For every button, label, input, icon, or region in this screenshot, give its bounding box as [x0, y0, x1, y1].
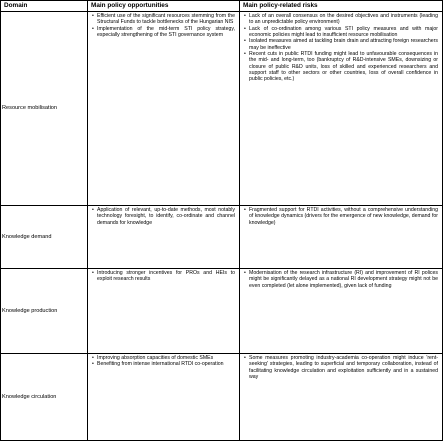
bullet-icon: • [92, 207, 94, 213]
row-opportunities [88, 269, 240, 353]
row-domain [1, 354, 88, 440]
table-row [1, 269, 442, 354]
row-domain [1, 269, 88, 353]
row-opportunities [88, 206, 240, 268]
list-item: • Some measures promoting industry-academia co-operation might induce 'rent-seeking' strategies, leading to superficial and temporary collaboration, instead of facilitating knowledge circulation and exploitation sufficiently and in a sustained way [244, 355, 438, 381]
list-item: • Lack of an overall consensus on the desired objectives and instruments (leading to an unpredictable policy environment) [244, 13, 438, 26]
bullet-icon: • [244, 51, 246, 58]
list-item: • Benefiting from intense international RTDI co-operation [92, 361, 224, 368]
bullet-icon: • [92, 13, 94, 19]
list-item: • Lack of co-ordination among various STI policy measures and with major economic policies might lead to insufficient resource mobilisation [244, 25, 438, 39]
row-domain-label: Knowledge circulation [2, 393, 57, 400]
row-domain [1, 12, 88, 205]
header-risks: Main policy-related risks [240, 1, 442, 11]
bullet-icon: • [92, 270, 94, 276]
list-item: • Modernisation of the research infrastructure (RI) and improvement of RI polices might be significantly delayed as a national RI development strategy might not be even completed (let alone implemented), given lack of funding [244, 270, 438, 289]
list-item: • Implementation of the mid-term STI policy strategy, especially strengthening of the STI governance system [92, 25, 235, 39]
table-row [1, 12, 442, 206]
row-opportunities [88, 12, 240, 205]
header-domain: Domain [1, 1, 88, 11]
table-header-row [1, 1, 442, 12]
list-item: • Fragmented support for RTDI activities, without a comprehensive understanding of knowledge dynamics (drivers for the emergence of new knowledge, demand for knowledge) [244, 207, 438, 226]
table-row [1, 354, 442, 440]
list-item: • Introducing stronger incentives for PROs and HEIs to exploit research results [92, 270, 235, 283]
row-domain-label: Resource mobilisation [2, 105, 58, 112]
row-opportunities [88, 354, 240, 440]
row-domain-label: Knowledge production [2, 307, 58, 314]
row-risks [240, 269, 442, 353]
list-item: • Improving absorption capacities of domestic SMEs [92, 355, 214, 361]
list-item: • Isolated measures aimed at tackling brain drain and attracting foreign researchers may be ineffective [244, 38, 438, 51]
bullet-icon: • [244, 207, 246, 213]
bullet-icon: • [244, 38, 246, 45]
list-item: • Recent cuts in public RTDI funding might lead to unfavourable consequences in the mid- and long-term, too (bankruptcy of R&D-intensive SMEs, downsizing or closure of public R&D units, loss of skilled and experienced researchers and support staff to other sectors or other countries, loss of overall confidence in public policies, etc.) [244, 51, 438, 83]
row-domain-label: Knowledge demand [2, 233, 52, 240]
bullet-icon: • [92, 355, 94, 361]
bullet-icon: • [92, 25, 94, 32]
table-row [1, 206, 442, 269]
list-item: • Efficient use of the significant resources stemming from the Structural Funds to tackle bottlenecks of the Hungarian NIS [92, 13, 235, 26]
list-item: • Application of relevant, up-to-date methods, most notably technology foresight, to identify, co-ordinate and channel demands for knowledge [92, 207, 235, 226]
bullet-icon: • [244, 355, 246, 361]
bullet-icon: • [92, 361, 94, 368]
header-opportunities: Main policy opportunities [88, 1, 240, 11]
row-risks [240, 12, 442, 205]
bullet-icon: • [244, 25, 246, 32]
row-risks [240, 354, 442, 440]
bullet-icon: • [244, 13, 246, 19]
row-risks [240, 206, 442, 268]
bullet-icon: • [244, 270, 246, 276]
row-domain [1, 206, 88, 268]
